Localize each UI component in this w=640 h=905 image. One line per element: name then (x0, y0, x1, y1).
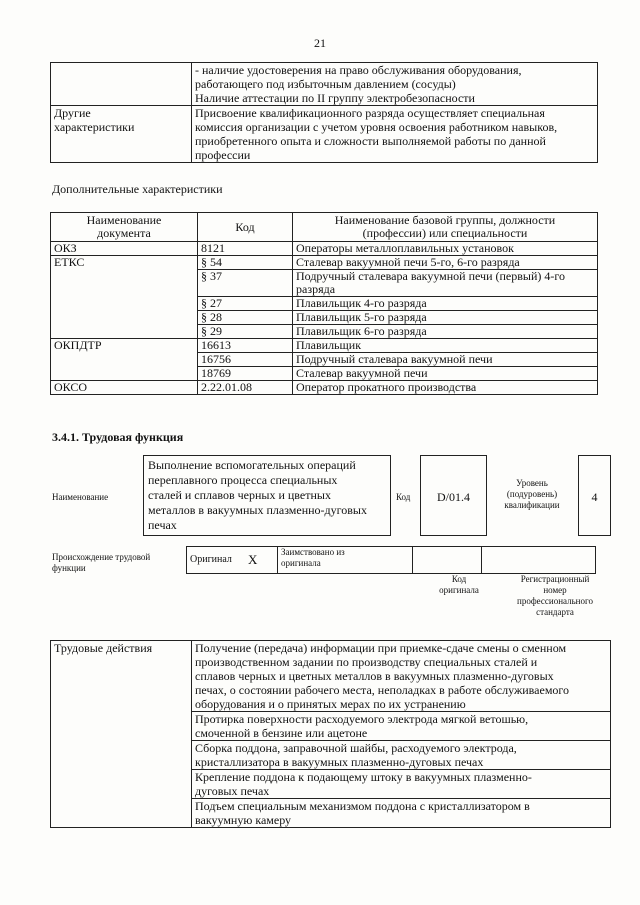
action-line: Получение (передача) информации при приемке-сдаче смены о сменном (195, 641, 567, 655)
cell-name: Сталевар вакуумной печи (293, 367, 598, 381)
code-label: Код (396, 492, 411, 502)
caption-line: стандарта (536, 607, 574, 617)
function-name-label: Наименование (52, 492, 109, 502)
action-line: сплавов черных и цветных металлов в вакуумных плазменно-дуговых (195, 669, 554, 683)
page-number: 21 (314, 36, 326, 50)
labor-actions-table (50, 640, 611, 828)
action-line: производственном задании по производству специальных сталей и (195, 655, 538, 669)
level-label-line: (подуровень) (506, 489, 558, 499)
action-line: вакуумную камеру (195, 813, 292, 827)
caption-line: Регистрационный (520, 574, 590, 584)
cell-code: § 27 (198, 297, 293, 311)
original-label: Оригинал (187, 547, 246, 574)
function-name-box (143, 455, 391, 536)
header-name: Наименование базовой группы, должности (334, 213, 556, 227)
other-characteristics-line: приобретенного опыта и сложности выполняемой работы по данной (195, 134, 546, 148)
original-mark: X (245, 547, 278, 574)
action-line: кристаллизатора в вакуумных плазменно-дуговых печах (195, 755, 484, 769)
table-header-row (51, 213, 598, 242)
function-name-line: печах (148, 518, 177, 532)
caption-line: профессионального (517, 596, 593, 606)
cell-code: 16756 (198, 353, 293, 367)
action-line: Протирка поверхности расходуемого электрода мягкой ветошью, (195, 712, 529, 726)
header-name: (профессии) или специальности (362, 226, 528, 240)
cell-code: 16613 (198, 339, 293, 353)
other-characteristics-line: профессии (195, 148, 251, 162)
other-characteristics-label: Другие (54, 106, 91, 120)
original-code-cell (413, 547, 482, 574)
additional-characteristics-title: Дополнительные характеристики (52, 182, 223, 196)
action-line: Сборка поддона, заправочной шайбы, расходуемого электрода, (195, 741, 517, 755)
cell-code: 8121 (198, 242, 293, 256)
action-line: смоченной в бензине или ацетоне (195, 726, 368, 740)
header-doc: Наименование (86, 213, 162, 227)
action-item (192, 741, 611, 770)
cell-doc: ОКПДТР (51, 339, 198, 381)
header-doc: документа (97, 226, 151, 240)
cell-doc: ОКЗ (51, 242, 198, 256)
table-row (51, 381, 598, 395)
caption-line: оригинала (439, 585, 479, 595)
action-line: Подъем специальным механизмом поддона с кристаллизатором в (195, 799, 530, 813)
registration-number-cell (482, 547, 596, 574)
table-row (51, 242, 598, 256)
action-item (192, 641, 611, 712)
borrowed-label: Заимствовано из (281, 547, 345, 557)
requirements-line: - наличие удостоверения на право обслуживания оборудования, (195, 63, 522, 77)
code-original-caption (428, 574, 490, 596)
cell-name: Плавильщик 5-го разряда (293, 311, 598, 325)
other-characteristics-label: характеристики (54, 120, 135, 134)
cell-name: Операторы металлоплавильных установок (293, 242, 598, 256)
level-value: 4 (578, 455, 611, 536)
requirements-line: работающего под избыточным давлением (сосуды) (195, 77, 456, 91)
function-name-line: сталей и сплавов черных и цветных (148, 488, 331, 502)
cell-code: § 28 (198, 311, 293, 325)
cell-doc: ЕТКС (51, 256, 198, 339)
cell-name: Подручный сталевара вакуумной печи (293, 353, 598, 367)
labor-actions-label: Трудовые действия (51, 641, 192, 828)
table-row (51, 641, 611, 712)
caption-line: Код (451, 574, 467, 584)
table-row (51, 63, 598, 106)
function-name-line: Выполнение вспомогательных операций (148, 458, 356, 472)
cell-name: Сталевар вакуумной печи 5-го, 6-го разряда (293, 256, 598, 270)
action-line: печах, о состоянии рабочего места, неполадках в работе обслуживаемого (195, 683, 570, 697)
action-item (192, 770, 611, 799)
level-label-line: Уровень (516, 478, 548, 488)
cell-code: 2.22.01.08 (198, 381, 293, 395)
cell-code: § 29 (198, 325, 293, 339)
action-item (192, 799, 611, 828)
requirements-line: Наличие аттестации по II группу электробезопасности (195, 91, 475, 105)
origin-label (52, 552, 150, 574)
cell-name: Плавильщик (293, 339, 598, 353)
level-label-line: квалификации (504, 500, 560, 510)
cell-doc: ОКСО (51, 381, 198, 395)
function-heading: 3.4.1. Трудовая функция (52, 430, 184, 444)
function-name-line: переплавного процесса специальных (148, 473, 338, 487)
requirements-table (50, 62, 598, 163)
cell-code: § 54 (198, 256, 293, 270)
action-line: Крепление поддона к подающему штоку в вакуумных плазменно- (195, 770, 532, 784)
cell-name: разряда (296, 282, 336, 296)
action-line: оборудования и о принятых мерах по их устранению (195, 697, 466, 711)
other-characteristics-line: комиссия организации с учетом уровня освоения работником навыков, (195, 120, 558, 134)
cell-code: 18769 (198, 367, 293, 381)
origin-table (186, 546, 596, 574)
other-characteristics-line: Присвоение квалификационного разряда осуществляет специальная (195, 106, 545, 120)
registration-caption (500, 574, 610, 618)
cell-code: § 37 (198, 270, 293, 297)
table-row (51, 339, 598, 353)
action-line: дуговых печах (195, 784, 270, 798)
cell-name: Оператор прокатного производства (293, 381, 598, 395)
cell-name: Подручный сталевара вакуумной печи (первый) 4-го (296, 269, 566, 283)
level-label (490, 478, 574, 511)
additional-characteristics-table (50, 212, 598, 395)
table-row (51, 106, 598, 163)
table-row (51, 256, 598, 270)
action-item (192, 712, 611, 741)
header-code: Код (198, 213, 293, 242)
cell-name: Плавильщик 4-го разряда (293, 297, 598, 311)
origin-label-line: Происхождение трудовой (52, 552, 151, 562)
code-value: D/01.4 (420, 455, 487, 536)
borrowed-label: оригинала (281, 558, 321, 568)
cell-name: Плавильщик 6-го разряда (293, 325, 598, 339)
function-name-line: металлов в вакуумных плазменно-дуговых (148, 503, 367, 517)
origin-label-line: функции (52, 563, 86, 573)
caption-line: номер (543, 585, 567, 595)
